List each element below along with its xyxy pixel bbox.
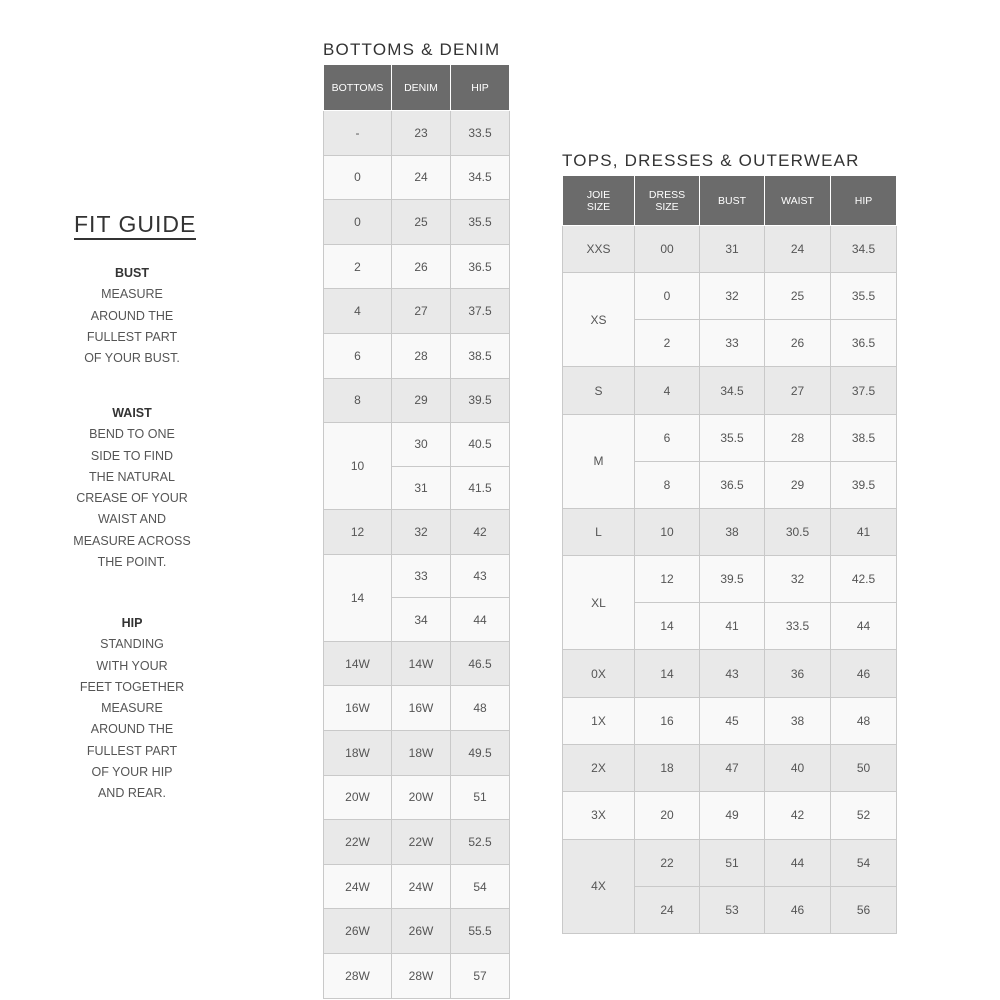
hip-line: OF YOUR HIP xyxy=(91,765,173,780)
joie-size-col-header xyxy=(563,176,635,226)
hip-value-cell: 38.5 xyxy=(451,333,510,378)
table-row xyxy=(324,111,510,156)
denim-col-header: DENIM xyxy=(392,65,451,111)
hip-col-header: HIP xyxy=(831,176,897,226)
waist-line: THE POINT. xyxy=(97,555,167,570)
hip-heading: HIP xyxy=(121,616,143,630)
hip-value-cell: 37.5 xyxy=(831,367,897,414)
waist-value-cell: 33.5 xyxy=(765,603,831,650)
bottoms-size-cell: 28W xyxy=(324,953,392,998)
denim-size-cell: 25 xyxy=(392,200,451,245)
dress-size-cell: 10 xyxy=(635,508,700,555)
header-line: SIZE xyxy=(586,200,611,213)
waist-value-cell: 25 xyxy=(765,273,831,320)
table-row xyxy=(563,556,897,603)
hip-guide xyxy=(62,613,202,805)
hip-value-cell: 33.5 xyxy=(451,111,510,156)
waist-value-cell: 29 xyxy=(765,461,831,508)
waist-line: WAIST AND xyxy=(97,512,167,527)
dress-size-cell: 14 xyxy=(635,603,700,650)
hip-value-cell: 42.5 xyxy=(831,556,897,603)
denim-size-cell: 24W xyxy=(392,864,451,909)
hip-col-header: HIP xyxy=(451,65,510,111)
bust-value-cell: 38 xyxy=(700,508,765,555)
dress-size-cell: 8 xyxy=(635,461,700,508)
table-row xyxy=(563,367,897,414)
table-row xyxy=(324,244,510,289)
hip-value-cell: 54 xyxy=(831,839,897,886)
bust-value-cell: 33 xyxy=(700,320,765,367)
bust-value-cell: 32 xyxy=(700,273,765,320)
table-row xyxy=(563,839,897,886)
hip-value-cell: 46 xyxy=(831,650,897,697)
denim-size-cell: 33 xyxy=(392,554,451,598)
hip-line: AND REAR. xyxy=(97,786,167,801)
waist-line: BEND TO ONE xyxy=(89,427,175,442)
denim-size-cell: 28 xyxy=(392,333,451,378)
bust-value-cell: 53 xyxy=(700,886,765,933)
joie-size-cell: XL xyxy=(563,556,635,650)
bust-value-cell: 36.5 xyxy=(700,461,765,508)
denim-size-cell: 22W xyxy=(392,820,451,865)
joie-size-cell: 4X xyxy=(563,839,635,933)
waist-value-cell: 24 xyxy=(765,226,831,273)
dress-size-cell: 4 xyxy=(635,367,700,414)
waist-line: MEASURE ACROSS xyxy=(73,533,191,548)
hip-value-cell: 39.5 xyxy=(451,378,510,423)
bottoms-size-cell: 0 xyxy=(324,155,392,200)
tops-title: TOPS, DRESSES & OUTERWEAR xyxy=(562,151,860,170)
bust-line: MEASURE xyxy=(101,287,163,302)
bottoms-size-cell: 24W xyxy=(324,864,392,909)
hip-line: FULLEST PART xyxy=(86,743,178,758)
table-row xyxy=(324,686,510,731)
bottoms-size-cell: 2 xyxy=(324,244,392,289)
header-line: JOIE xyxy=(586,188,611,201)
bust-col-header: BUST xyxy=(700,176,765,226)
bottoms-size-cell: 12 xyxy=(324,510,392,555)
table-row xyxy=(563,273,897,320)
waist-value-cell: 46 xyxy=(765,886,831,933)
hip-line: MEASURE xyxy=(101,701,163,716)
bottoms-size-cell: 6 xyxy=(324,333,392,378)
denim-size-cell: 26W xyxy=(392,909,451,954)
table-row xyxy=(324,510,510,555)
hip-value-cell: 42 xyxy=(451,510,510,555)
bottoms-size-cell: 4 xyxy=(324,289,392,334)
bust-guide xyxy=(62,263,202,369)
joie-size-cell: S xyxy=(563,367,635,414)
joie-size-cell: XXS xyxy=(563,226,635,273)
hip-value-cell: 35.5 xyxy=(831,273,897,320)
bottoms-size-cell: 0 xyxy=(324,200,392,245)
bust-value-cell: 49 xyxy=(700,792,765,839)
hip-value-cell: 34.5 xyxy=(831,226,897,273)
table-row xyxy=(324,423,510,467)
waist-value-cell: 30.5 xyxy=(765,508,831,555)
bottoms-size-table xyxy=(323,64,510,999)
header-line: SIZE xyxy=(655,200,679,213)
bottoms-size-cell: 26W xyxy=(324,909,392,954)
hip-value-cell: 54 xyxy=(451,864,510,909)
table-row xyxy=(563,414,897,461)
hip-value-cell: 39.5 xyxy=(831,461,897,508)
table-row xyxy=(324,730,510,775)
header-line: DRESS xyxy=(648,188,686,201)
hip-value-cell: 49.5 xyxy=(451,730,510,775)
hip-value-cell: 48 xyxy=(451,686,510,731)
dress-size-cell: 20 xyxy=(635,792,700,839)
denim-size-cell: 14W xyxy=(392,641,451,686)
dress-size-cell: 22 xyxy=(635,839,700,886)
bust-heading: BUST xyxy=(114,266,150,280)
joie-size-cell: 0X xyxy=(563,650,635,697)
waist-value-cell: 27 xyxy=(765,367,831,414)
tops-header-row xyxy=(563,176,897,226)
table-row xyxy=(324,864,510,909)
denim-size-cell: 16W xyxy=(392,686,451,731)
table-row xyxy=(563,792,897,839)
hip-value-cell: 34.5 xyxy=(451,155,510,200)
hip-value-cell: 56 xyxy=(831,886,897,933)
table-row xyxy=(563,745,897,792)
bust-value-cell: 43 xyxy=(700,650,765,697)
bust-value-cell: 35.5 xyxy=(700,414,765,461)
table-row xyxy=(324,953,510,998)
hip-value-cell: 55.5 xyxy=(451,909,510,954)
hip-value-cell: 36.5 xyxy=(831,320,897,367)
denim-size-cell: 24 xyxy=(392,155,451,200)
hip-value-cell: 36.5 xyxy=(451,244,510,289)
bust-value-cell: 39.5 xyxy=(700,556,765,603)
fit-guide-title: FIT GUIDE xyxy=(74,212,196,240)
table-row xyxy=(324,289,510,334)
table-row xyxy=(563,226,897,273)
joie-size-cell: 2X xyxy=(563,745,635,792)
denim-size-cell: 20W xyxy=(392,775,451,820)
bottoms-size-cell: 20W xyxy=(324,775,392,820)
bottoms-col-header: BOTTOMS xyxy=(324,65,392,111)
waist-value-cell: 38 xyxy=(765,697,831,744)
bottoms-header-row xyxy=(324,65,510,111)
denim-size-cell: 26 xyxy=(392,244,451,289)
bottoms-size-cell: 8 xyxy=(324,378,392,423)
denim-size-cell: 28W xyxy=(392,953,451,998)
hip-value-cell: 43 xyxy=(451,554,510,598)
bottoms-size-cell: 14W xyxy=(324,641,392,686)
bust-line: OF YOUR BUST. xyxy=(84,351,180,366)
waist-line: THE NATURAL xyxy=(89,469,175,484)
waist-value-cell: 26 xyxy=(765,320,831,367)
waist-line: CREASE OF YOUR xyxy=(76,491,188,506)
bottoms-title: BOTTOMS & DENIM xyxy=(323,40,501,59)
table-row xyxy=(324,378,510,423)
bust-line: AROUND THE xyxy=(90,308,174,323)
hip-value-cell: 44 xyxy=(831,603,897,650)
waist-col-header: WAIST xyxy=(765,176,831,226)
bottoms-size-cell: 16W xyxy=(324,686,392,731)
hip-value-cell: 44 xyxy=(451,598,510,642)
bust-value-cell: 51 xyxy=(700,839,765,886)
dress-size-cell: 00 xyxy=(635,226,700,273)
table-row xyxy=(324,155,510,200)
hip-value-cell: 51 xyxy=(451,775,510,820)
table-row xyxy=(563,508,897,555)
hip-value-cell: 41.5 xyxy=(451,466,510,510)
bust-value-cell: 34.5 xyxy=(700,367,765,414)
table-row xyxy=(324,333,510,378)
dress-size-col-header xyxy=(635,176,700,226)
denim-size-cell: 34 xyxy=(392,598,451,642)
waist-value-cell: 42 xyxy=(765,792,831,839)
waist-value-cell: 28 xyxy=(765,414,831,461)
hip-line: STANDING xyxy=(100,637,164,652)
waist-value-cell: 36 xyxy=(765,650,831,697)
table-row xyxy=(324,909,510,954)
joie-size-cell: XS xyxy=(563,273,635,367)
hip-value-cell: 41 xyxy=(831,508,897,555)
dress-size-cell: 6 xyxy=(635,414,700,461)
waist-value-cell: 32 xyxy=(765,556,831,603)
bust-line: FULLEST PART xyxy=(86,329,178,344)
joie-size-cell: M xyxy=(563,414,635,508)
bottoms-size-cell: 10 xyxy=(324,423,392,510)
dress-size-cell: 18 xyxy=(635,745,700,792)
denim-size-cell: 18W xyxy=(392,730,451,775)
table-row xyxy=(563,697,897,744)
hip-value-cell: 52.5 xyxy=(451,820,510,865)
bust-value-cell: 41 xyxy=(700,603,765,650)
dress-size-cell: 24 xyxy=(635,886,700,933)
hip-value-cell: 50 xyxy=(831,745,897,792)
hip-value-cell: 37.5 xyxy=(451,289,510,334)
waist-heading: WAIST xyxy=(112,406,152,420)
tops-size-table xyxy=(562,175,897,934)
table-row xyxy=(324,820,510,865)
bust-value-cell: 45 xyxy=(700,697,765,744)
hip-value-cell: 48 xyxy=(831,697,897,744)
dress-size-cell: 2 xyxy=(635,320,700,367)
denim-size-cell: 30 xyxy=(392,423,451,467)
bottoms-size-cell: 22W xyxy=(324,820,392,865)
denim-size-cell: 27 xyxy=(392,289,451,334)
denim-size-cell: 29 xyxy=(392,378,451,423)
denim-size-cell: 31 xyxy=(392,466,451,510)
dress-size-cell: 12 xyxy=(635,556,700,603)
bust-value-cell: 31 xyxy=(700,226,765,273)
hip-value-cell: 52 xyxy=(831,792,897,839)
joie-size-cell: 1X xyxy=(563,697,635,744)
waist-value-cell: 40 xyxy=(765,745,831,792)
joie-size-cell: 3X xyxy=(563,792,635,839)
denim-size-cell: 23 xyxy=(392,111,451,156)
denim-size-cell: 32 xyxy=(392,510,451,555)
waist-line: SIDE TO FIND xyxy=(90,448,174,463)
dress-size-cell: 14 xyxy=(635,650,700,697)
waist-guide xyxy=(62,403,202,573)
hip-line: WITH YOUR xyxy=(96,658,168,673)
dress-size-cell: 0 xyxy=(635,273,700,320)
table-row xyxy=(563,650,897,697)
bottoms-size-cell: 14 xyxy=(324,554,392,641)
hip-value-cell: 38.5 xyxy=(831,414,897,461)
table-row xyxy=(324,775,510,820)
hip-value-cell: 46.5 xyxy=(451,641,510,686)
bottoms-size-cell: 18W xyxy=(324,730,392,775)
hip-line: FEET TOGETHER xyxy=(79,679,185,694)
hip-value-cell: 35.5 xyxy=(451,200,510,245)
bust-value-cell: 47 xyxy=(700,745,765,792)
table-row xyxy=(324,641,510,686)
joie-size-cell: L xyxy=(563,508,635,555)
waist-value-cell: 44 xyxy=(765,839,831,886)
bottoms-size-cell: - xyxy=(324,111,392,156)
dress-size-cell: 16 xyxy=(635,697,700,744)
table-row xyxy=(324,554,510,598)
hip-line: AROUND THE xyxy=(90,722,174,737)
hip-value-cell: 57 xyxy=(451,953,510,998)
hip-value-cell: 40.5 xyxy=(451,423,510,467)
table-row xyxy=(324,200,510,245)
